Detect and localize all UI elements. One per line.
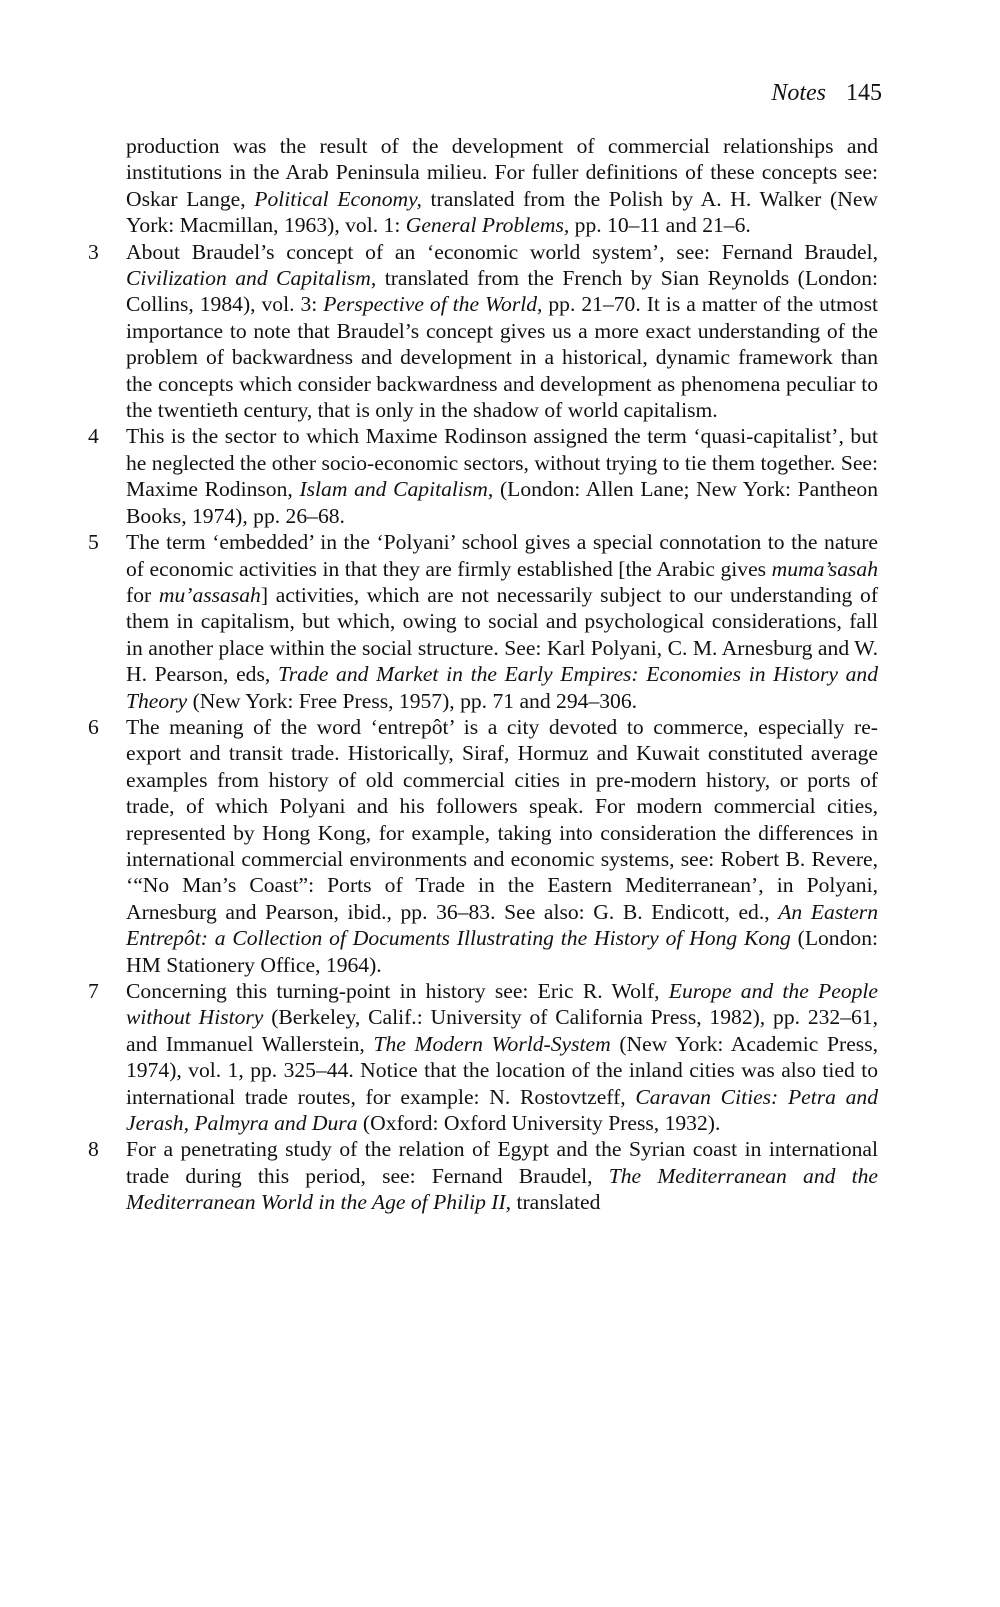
- endnote-italic-segment: An Eastern Entrepôt: a Collection of Documents Illustrating the History of Hong Kong: [126, 899, 879, 951]
- endnote-text: [126, 134, 878, 237]
- endnote-segment: ] activities, which are not necessarily subject to our understanding of them in capitalism, but which, owing to social and psychological considerations, fall in another place within the social structure. See: Karl Polyani, C. M. Arnesburg and W. H. Pearson, eds,: [126, 582, 879, 687]
- endnote-segment: (New York: Free Press, 1957), pp. 71 and 294–306.: [187, 688, 638, 713]
- endnote-text: [126, 424, 878, 527]
- endnote-text: [126, 979, 878, 1135]
- endnote-italic-segment: Political Economy,: [254, 186, 422, 211]
- endnote-segment: (Oxford: Oxford University Press, 1932).: [357, 1111, 721, 1136]
- endnote-number: 5: [88, 530, 99, 555]
- endnote-italic-segment: Trade and Market in the Early Empires: Economies in History and Theory: [126, 662, 879, 713]
- endnote-segment: (London: HM Stationery Office, 1964).: [126, 926, 878, 977]
- endnote-segment: About Braudel’s concept of an ‘economic world system’, see: Fernand Braudel,: [126, 239, 878, 264]
- endnote-segment: (London: Allen Lane; New York: Pantheon Books, 1974), pp. 26–68.: [126, 477, 878, 528]
- endnote-segment: translated from the French by Sian Reynolds (London: Collins, 1984), vol. 3:: [126, 266, 878, 317]
- endnote: [88, 423, 878, 529]
- running-head: [771, 78, 882, 108]
- endnote-segment: Concerning this turning-point in history see: Eric R. Wolf,: [126, 979, 669, 1003]
- endnote-text: [126, 530, 878, 712]
- endnote-number: 6: [88, 714, 99, 739]
- endnote-number: 4: [88, 424, 99, 449]
- endnote-segment: translated from the Polish by A. H. Walker (New York: Macmillan, 1963), vol. 1:: [126, 186, 879, 238]
- endnote-segment: This is the sector to which Maxime Rodinson assigned the term ‘quasi-capitalist’, but he neglected the other socio-economic sectors, without trying to tie them together. See: Maxime Rodinson,: [126, 424, 878, 502]
- endnote-italic-segment: mu’assasah: [158, 582, 261, 607]
- endnote-segment: (New York: Academic Press, 1974), vol. 1, pp. 325–44. Notice that the location of the inland cities was also tied to international trade routes, for example: N. Rostovtzeff,: [126, 1031, 878, 1109]
- running-head-title: Notes: [771, 80, 826, 106]
- endnote-italic-segment: muma’sasah: [771, 556, 878, 581]
- endnote: [88, 133, 878, 239]
- endnote-segment: (Berkeley, Calif.: University of California Press, 1982), pp. 232–61, and Immanuel Wallerstein,: [126, 1005, 878, 1056]
- endnote-text: [126, 1137, 878, 1214]
- endnote-italic-segment: Caravan Cities: Petra and Jerash, Palmyra and Dura: [126, 1084, 878, 1136]
- endnote: [88, 239, 878, 424]
- endnote-text: [126, 240, 878, 422]
- endnote-text: [126, 715, 878, 977]
- endnote-italic-segment: Europe and the People without History: [126, 979, 878, 1030]
- endnote-segment: For a penetrating study of the relation of Egypt and the Syrian coast in international trade during this period, see: Fernand Braudel,: [126, 1137, 878, 1188]
- endnote-number: 8: [88, 1137, 99, 1162]
- endnote-segment: production was the result of the development of commercial relationships and institutions in the Arab Peninsula milieu. For fuller definitions of these concepts see: Oskar Lange,: [126, 134, 878, 211]
- endnote-italic-segment: Perspective of the World,: [323, 292, 543, 317]
- endnote: [88, 714, 878, 978]
- endnote-segment: pp. 21–70. It is a matter of the utmost importance to note that Braudel’s concept gives us a more exact understanding of the problem of backwardness and development in a historical, dynamic framework than the concepts which consider backwardness and development as phenomena peculiar to the twentieth century, that is only in the shadow of world capitalism.: [126, 292, 878, 423]
- endnote-segment: The term ‘embedded’ in the ‘Polyani’ school gives a special connotation to the nature of economic activities in that they are firmly established [the Arabic gives: [126, 530, 878, 581]
- endnote-number: 3: [88, 239, 99, 264]
- endnote-italic-segment: The Modern World-System: [373, 1031, 611, 1056]
- page-number: 145: [846, 80, 882, 106]
- endnote-segment: The meaning of the word ‘entrepôt’ is a city devoted to commerce, especially re-export and transit trade. Historically, Siraf, Hormuz and Kuwait constituted average examples from history of old commercial cities in pre-modern history, or ports of trade, of which Polyani and his followers speak. For modern commercial cities, represented by Hong Kong, for example, taking into consideration the differences in international commercial environments and economic systems, see: Robert B. Revere, ‘“No Man’s Coast”: Ports of Trade in the Eastern Mediterranean’, in Polyani, Arnesburg and Pearson, ibid., pp. 36–83. See also: G. B. Endicott, ed.,: [126, 714, 878, 924]
- endnote: [88, 529, 878, 714]
- endnote-italic-segment: Civilization and Capitalism,: [126, 266, 377, 291]
- endnotes-list: [88, 133, 878, 1216]
- endnote-number: 7: [88, 979, 99, 1003]
- endnote-segment: for: [126, 582, 159, 607]
- endnote-segment: pp. 10–11 and 21–6.: [569, 213, 751, 238]
- endnote-italic-segment: Islam and Capitalism,: [299, 477, 494, 502]
- endnote-italic-segment: General Problems,: [405, 213, 570, 238]
- endnote: [88, 1136, 878, 1215]
- endnote-italic-segment: The Mediterranean and the Mediterranean World in the Age of Philip II,: [126, 1163, 879, 1215]
- endnote: [88, 978, 878, 1136]
- endnote-segment: translated: [511, 1190, 601, 1215]
